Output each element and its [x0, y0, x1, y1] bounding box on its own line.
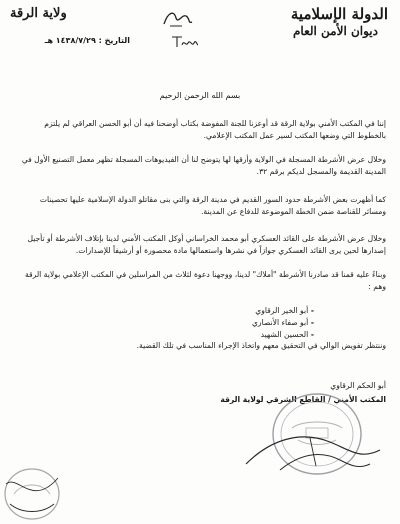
- closing-paragraph: وننتظر تفويض الوالي في التحقيق معهم واتخاذ الإجراء المناسب في تلك القضية.: [136, 341, 386, 350]
- handwritten-note-initials: [170, 33, 200, 51]
- date-line: [10, 35, 130, 47]
- state-name: الدولة الإسلامية: [290, 5, 388, 23]
- bismillah: بسم الله الرحمن الرحيم: [159, 91, 241, 100]
- paragraph-5: وبناءً عليه قمنا قد صادرنا الأشرطة "أملاك" لدينا، ووجهنا دعوة لثلاث من المراسلين في المكتب الإعلامي بولاية الرقة وهم :: [24, 270, 386, 291]
- letterhead-right: [218, 6, 388, 39]
- date-value: ١٤٣٨/٧/٢٩ هـ: [44, 36, 96, 45]
- signatory-name: أبو الحكم الرقاوي: [330, 381, 386, 390]
- names-list: [134, 305, 314, 341]
- secondary-stamp-seal: [2, 464, 62, 522]
- paragraph-2: وخلال عرض الأشرطة المسجلة في الولاية وأرقها لها يتوضح لنا أن الفيديوهات المسجلة تظهر معمل التصنيع الأول في المدينة القديمة والمسجل لديكم برقم ٣٢.: [21, 155, 386, 176]
- list-item: - الحسين الشهيد: [260, 330, 314, 339]
- paragraph-3: كما أظهرت بعض الأشرطة حدود السور القديم في مدينة الرقة والتي بنى مقاتلو الدولة الإسلامية عليها تحصينات ومسائر للقناصة ضمن الخطة الموضوعة للدفاع عن المدينة.: [39, 195, 386, 216]
- signature-scribble: [240, 420, 390, 480]
- date-label: التاريخ :: [98, 36, 130, 45]
- letterhead-left: [10, 6, 130, 47]
- department-name: ديوان الأمن العام: [293, 24, 378, 38]
- paragraph-4: وخلال عرض الأشرطة على القائد العسكري أبو محمد الخراساني أوكل المكتب الأمني لدينا بإتلاف الأشرطة أو تأجيل إصدارها لحين يرى القائد العسكري جوازاً في نشرها واستعمالها مادة محصورة أو أرشيفاً للإصدارات.: [27, 234, 386, 255]
- list-item: - أبو صفاء الأنصاري: [251, 318, 314, 327]
- signatory-office: المكتب الأمني / القاطع الشرقي لولاية الرقة: [220, 395, 386, 404]
- paragraph-1: إننا في المكتب الأمني بولاية الرقة قد أوعزنا للجنة المفوضة بكتاب أوضحنا فيه أن أبو الحسن العراقي لم يلتزم بالخطوط التي وضعها المكتب لسير عمل المكتب الإعلامي.: [44, 119, 386, 140]
- province-name: ولاية الرقة: [10, 6, 67, 21]
- handwritten-note-top: [160, 6, 196, 30]
- list-item: - أبو الخير الرقاوي: [255, 306, 314, 315]
